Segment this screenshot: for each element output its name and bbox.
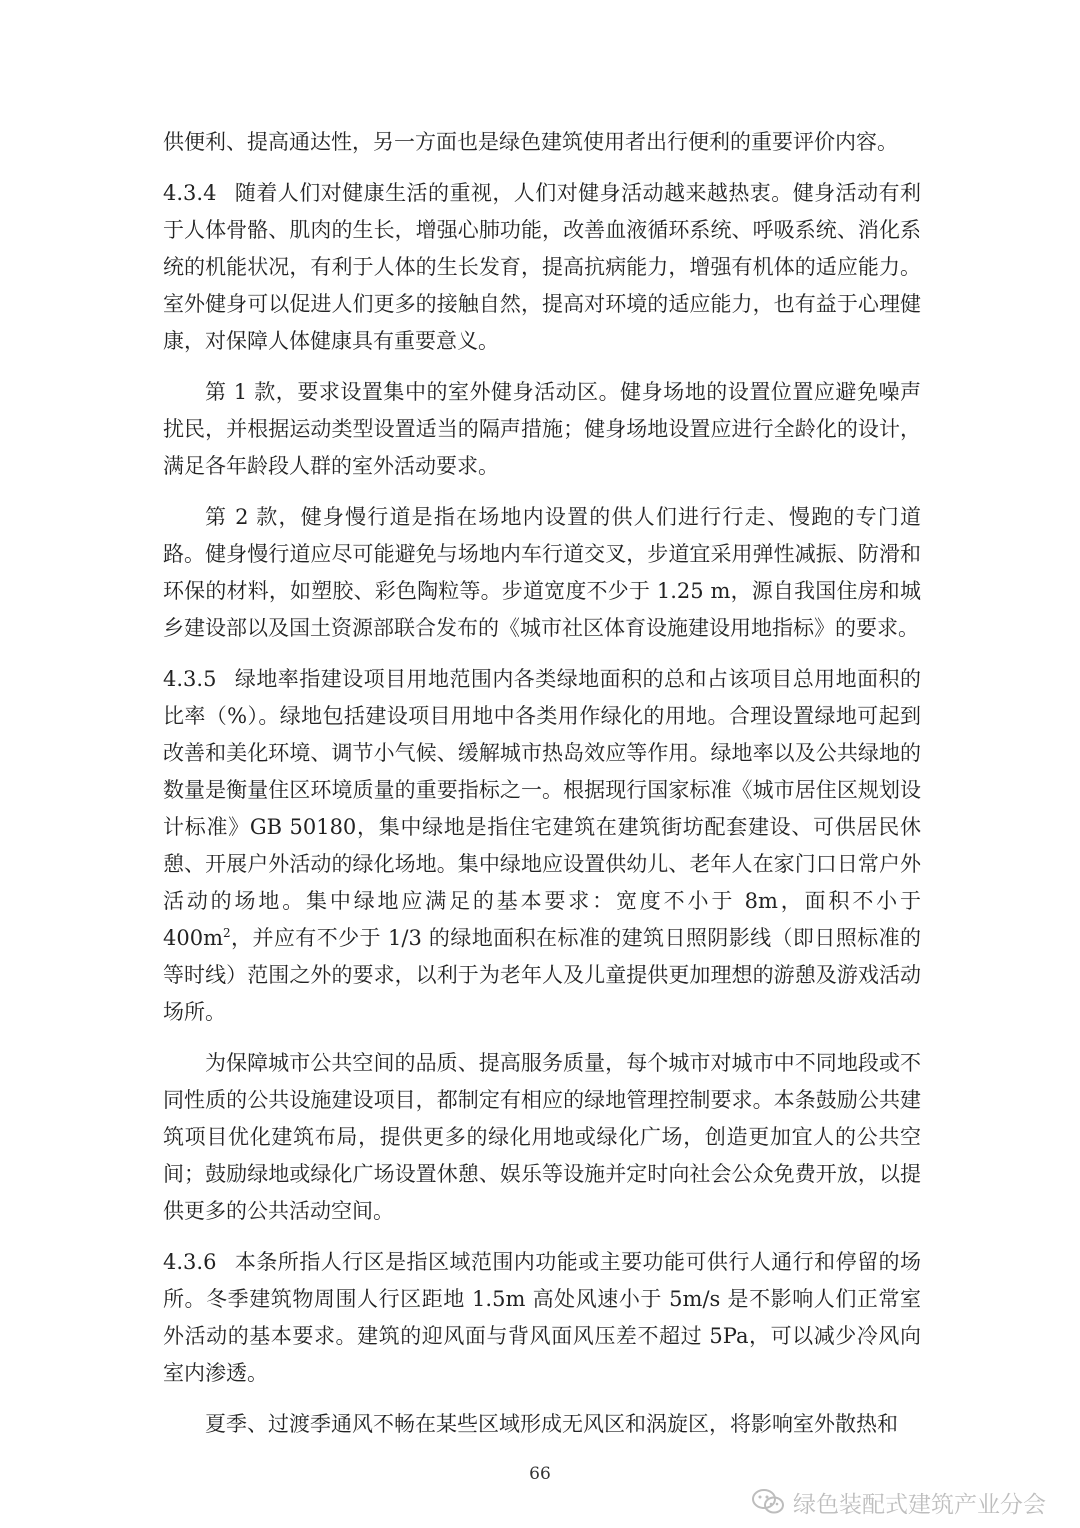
section-4-3-6: 4.3.6 本条所指人行区是指区域范围内功能或主要功能可供行人通行和停留的场所。冬季建筑物周围人行区距地 1.5m 高处风速小于 5m/s 是不影响人们正常室外活动的基本要求。建筑的迎风面与背风面风压差不超过 5Pa，可以减少冷风向室内渗透。	[163, 1250, 921, 1385]
paragraph-continuation: 供便利、提高通达性，另一方面也是绿色建筑使用者出行便利的重要评价内容。	[163, 130, 898, 154]
superscript: 2	[223, 926, 231, 940]
section-number: 4.3.4	[163, 181, 217, 205]
paragraph-public-space: 为保障城市公共空间的品质、提高服务质量，每个城市对城市中不同地段或不同性质的公共设施建设项目，都制定有相应的绿地管理控制要求。本条鼓励公共建筑项目优化建筑布局，提供更多的绿化用地或绿化广场，创造更加宜人的公共空间；鼓励绿地或绿化广场设置休憩、娱乐等设施并定时向社会公众免费开放，以提供更多的公共活动空间。	[163, 1051, 921, 1223]
paragraph-item-1: 第 1 款，要求设置集中的室外健身活动区。健身场地的设置位置应避免噪声扰民，并根据运动类型设置适当的隔声措施；健身场地设置应进行全龄化的设计，满足各年龄段人群的室外活动要求。	[163, 380, 921, 478]
section-4-3-4: 4.3.4 随着人们对健康生活的重视，人们对健身活动越来越热衷。健身活动有利于人体骨骼、肌肉的生长，增强心肺功能，改善血液循环系统、呼吸系统、消化系统的机能状况，有利于人体的生长发育，提高抗病能力，增强有机体的适应能力。室外健身可以促进人们更多的接触自然，提高对环境的适应能力，也有益于心理健康，对保障人体健康具有重要意义。	[163, 181, 921, 353]
section-4-3-5: 4.3.5 绿地率指建设项目用地范围内各类绿地面积的总和占该项目总用地面积的比率（%）。绿地包括建设项目用地中各类用作绿化的用地。合理设置绿地可起到改善和美化环境、调节小气候、缓解城市热岛效应等作用。绿地率以及公共绿地的数量是衡量住区环境质量的重要指标之一。根据现行国家标准《城市居住区规划设计标准》GB 50180，集中绿地是指住宅建筑在建筑街坊配套建设、可供居民休憩、开展户外活动的绿化场地。集中绿地应设置供幼儿、老年人在家门口日常户外活动的场地。集中绿地应满足的基本要求：宽度不小于 8m，面积不小于 $400m^2$，并应有不少于 1/3 的绿地面积在标准的建筑日照阴影线（即日照标准的等时线）范围之外的要求，以利于为老年人及儿童提供更加理想的游憩及游戏活动场所。	[163, 667, 921, 1024]
body-text	[163, 124, 921, 1443]
wechat-icon	[751, 1488, 785, 1516]
page-number: 66	[529, 1464, 551, 1484]
section-number: 4.3.5	[163, 667, 217, 691]
paragraph-item-2: 第 2 款，健身慢行道是指在场地内设置的供人们进行行走、慢跑的专门道路。健身慢行道应尽可能避免与场地内车行道交叉，步道宜采用弹性减振、防滑和环保的材料，如塑胶、彩色陶粒等。步道宽度不少于 1.25 m，源自我国住房和城乡建设部以及国土资源部联合发布的《城市社区体育设施建设用地指标》的要求。	[163, 505, 921, 640]
watermark-text: 绿色装配式建筑产业分会	[793, 1491, 1046, 1518]
watermark	[751, 1484, 1046, 1520]
section-number: 4.3.6	[163, 1250, 217, 1274]
paragraph-summer-ventilation: 夏季、过渡季通风不畅在某些区域形成无风区和涡旋区，将影响室外散热和	[205, 1412, 898, 1436]
